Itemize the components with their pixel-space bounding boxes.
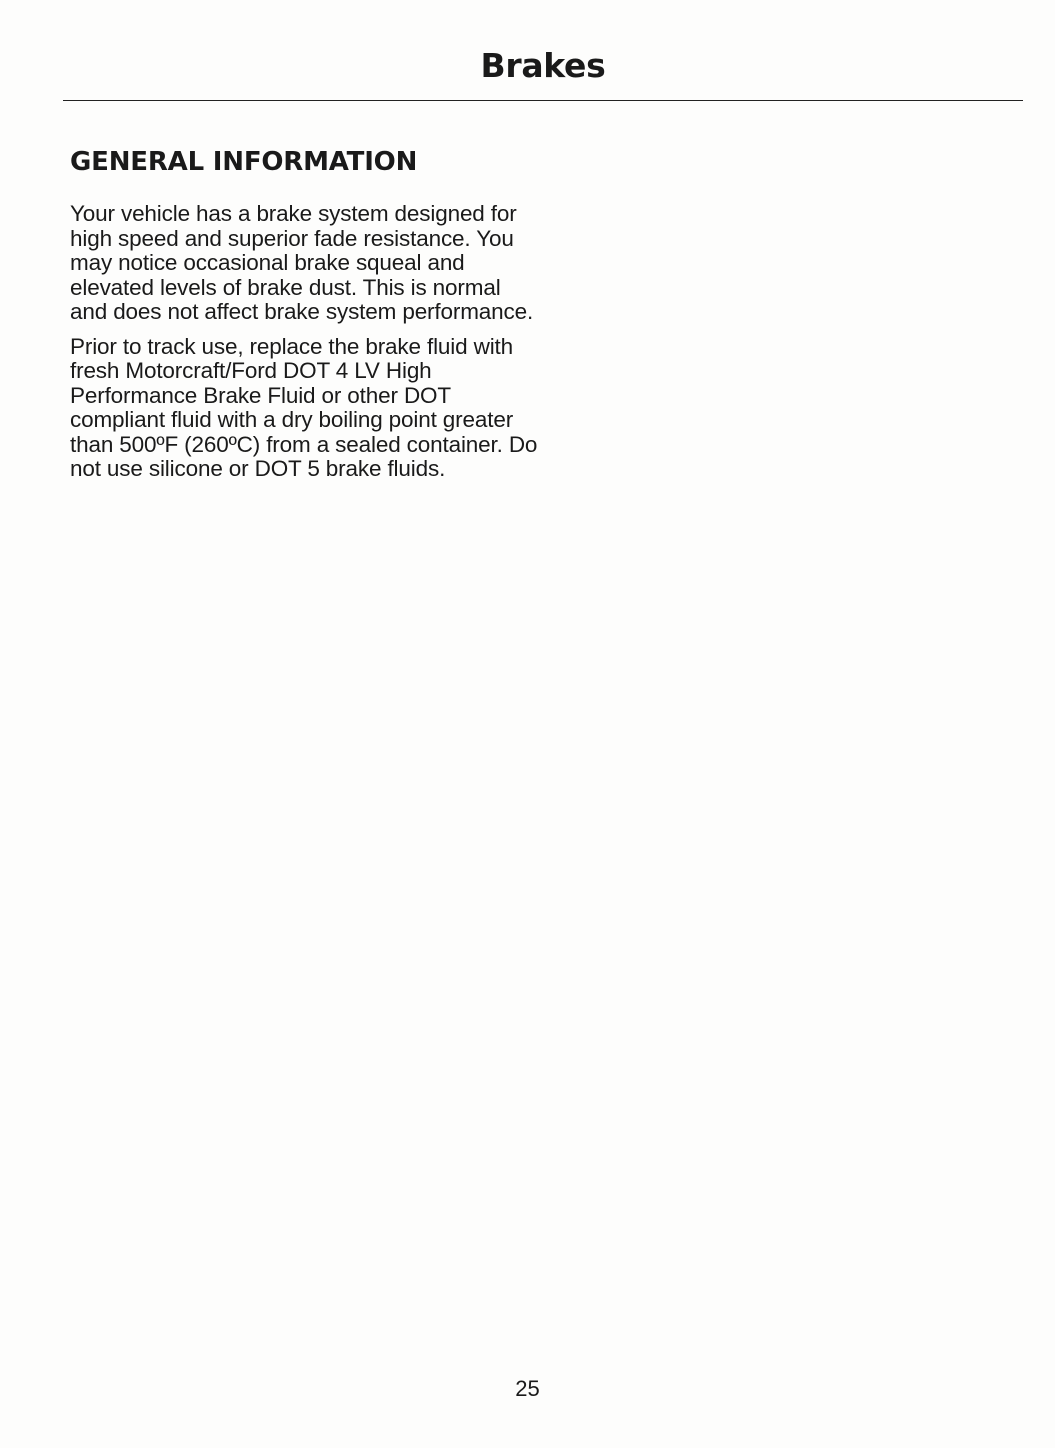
content-column [70,144,540,492]
page-number: 25 [515,1376,540,1401]
paragraph-brake-fluid: Prior to track use, replace the brake fluid with fresh Motorcraft/Ford DOT 4 LV High Performance Brake Fluid or other DOT compliant fluid with a dry boiling point greater than 500ºF (260ºC) from a sealed container. Do not use silicone or DOT 5 brake fluids. [70,333,538,481]
page-header [63,0,1023,101]
chapter-title: Brakes [480,46,606,85]
section-heading: GENERAL INFORMATION [70,147,418,177]
paragraph-brake-system: Your vehicle has a brake system designed for high speed and superior fade resistance. You may notice occasional brake squeal and elevated levels of brake dust. This is normal and does not affect brake system performance. [70,201,534,324]
